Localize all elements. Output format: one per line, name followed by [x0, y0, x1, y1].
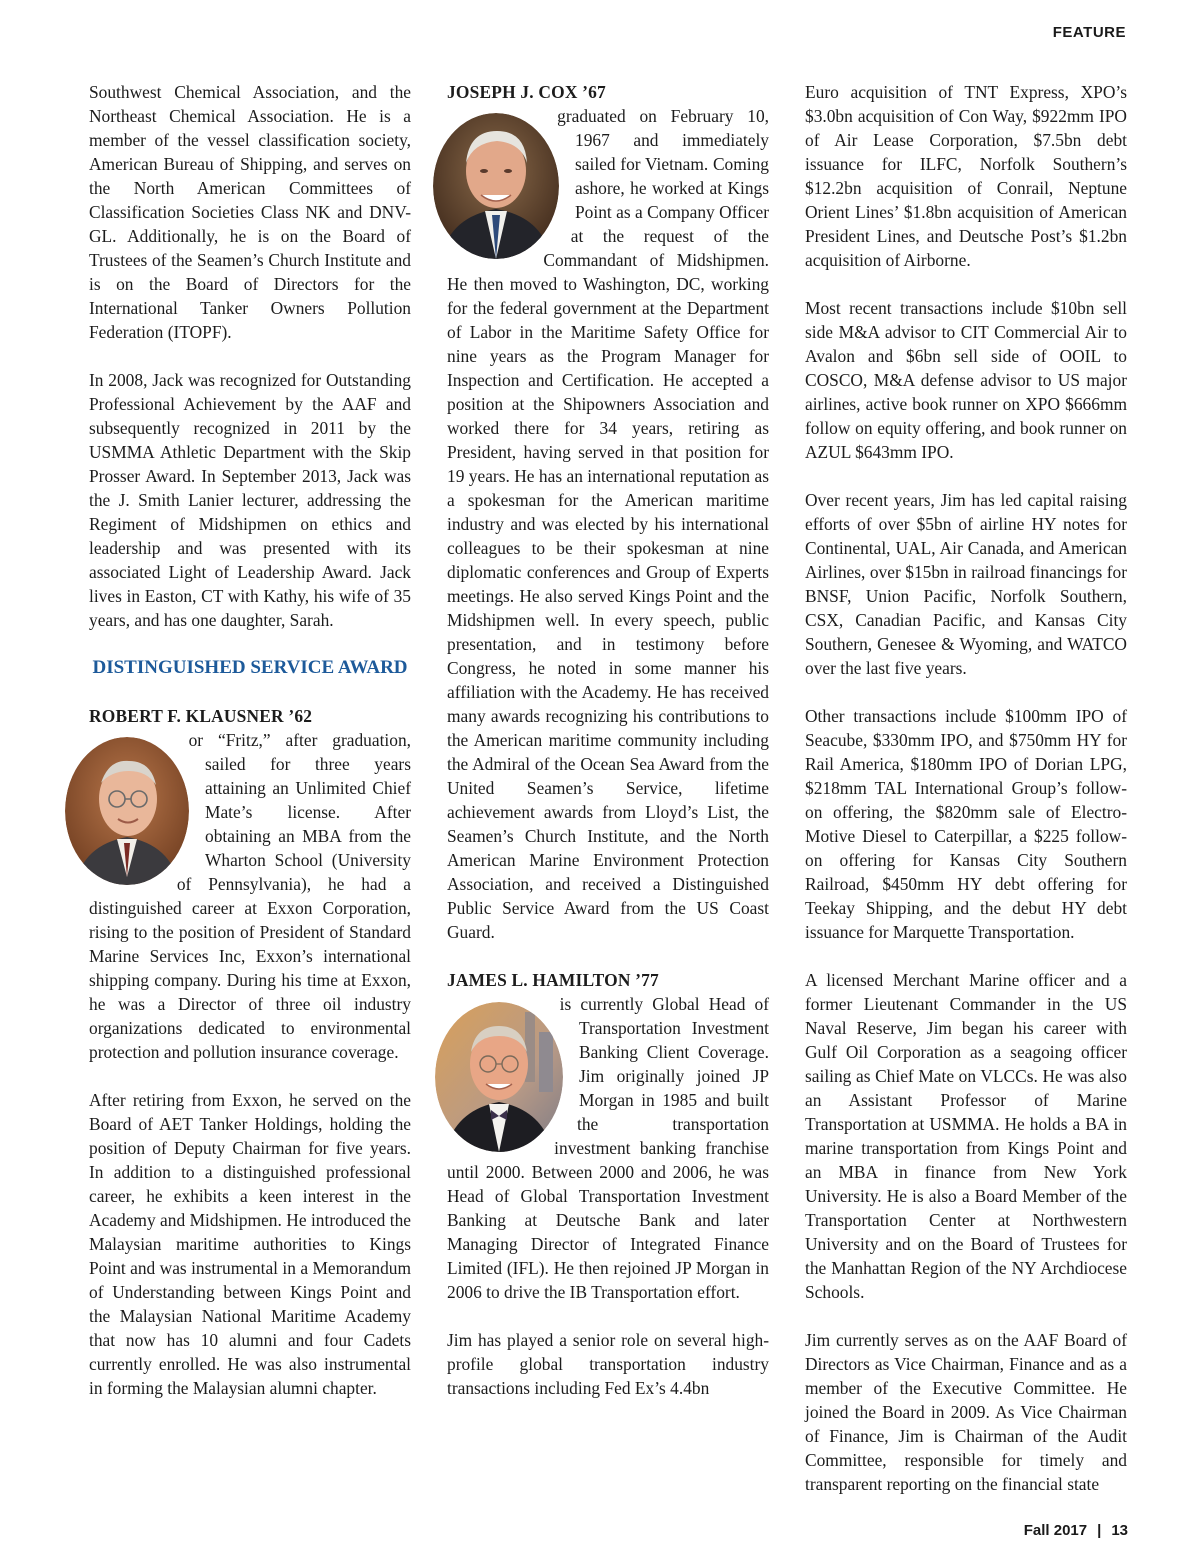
paragraph: Jim currently serves as on the AAF Board of Directors as Vice Chairman, Finance and as a member of the Executive Committee. He joined the Board in 2009. As Vice Chairman of Finance, Jim is Chairman of the Audit Committee, responsible for timely and transparent reporting on the financial state	[805, 1330, 1127, 1494]
klausner-portrait	[65, 737, 189, 885]
paragraph: Other transactions include $100mm IPO of Seacube, $330mm IPO, and $750mm HY for Rail America, $180mm IPO of Dorian LPG, $218mm TAL International Group’s follow-on offering, the $820mm sale of Electro-Motive Diesel to Caterpillar, a $225 follow-on offering for Kansas City Southern Railroad, $450mm HY debt offering for Teekay Shipping, and the debut HY debt issuance for Marquette Transportation.	[805, 706, 1127, 942]
honoree-bio-hamilton	[447, 992, 769, 1304]
issue-label: Fall 2017	[1023, 1522, 1088, 1539]
page-number: 13	[1111, 1522, 1128, 1539]
honoree-bio-cox	[447, 104, 769, 944]
column-3	[805, 80, 1127, 1496]
bio-text: is currently Global Head of Transportation Investment Banking Client Coverage. Jim originally joined JP Morgan in 1985 and built the transportation investment banking franchise until 2000. Between 2000 and 2006, he was Head of Global Transportation Investment Banking at Deutsche Bank and later Managing Director of Integrated Finance Limited (IFL). He then rejoined JP Morgan in 2006 to drive the IB Transportation effort.	[447, 994, 769, 1302]
page-footer	[1024, 1522, 1128, 1539]
footer-separator: |	[1097, 1522, 1102, 1539]
paragraph: Euro acquisition of TNT Express, XPO’s $3.0bn acquisition of Con Way, $922mm IPO of Air Lease Corporation, $7.5bn debt issuance for ILFC, Norfolk Southern’s $12.2bn acquisition of Conrail, Neptune Orient Lines’ $1.8bn acquisition of American President Lines, and Deutsche Post’s $1.2bn acquisition of Airborne.	[805, 82, 1127, 270]
hamilton-portrait	[435, 1002, 563, 1152]
award-heading: DISTINGUISHED SERVICE AWARD	[92, 657, 408, 678]
honoree-name-cox: JOSEPH J. COX ’67	[447, 82, 606, 102]
section-label: FEATURE	[1052, 24, 1126, 41]
bio-text: graduated on February 10, 1967 and immediately sailed for Vietnam. Coming ashore, he worked at Kings Point as a Company Officer at the request of the Commandant of Midshipmen. He then moved to Washington, DC, working for the federal government at the Department of Labor in the Maritime Safety Office for nine years as the Program Manager for Inspection and Certification. He accepted a position at the Shipowners Association and worked there for 34 years, retiring as President, having served in that position for 19 years. He has an international reputation as a spokesman for the American maritime industry and was elected by his international colleagues to be their spokesman at nine diplomatic conferences and Group of Experts meetings. He also served Kings Point and the Midshipmen well. In every speech, public presentation, and in testimony before Congress, he noted in some manner his affiliation with the Academy. He has received many awards recognizing his contributions to the American maritime community including the Admiral of the Ocean Sea Award from the United Seamen’s Service, lifetime achievement awards from Lloyd’s List, the Seamen’s Church Institute, and the North American Marine Environment Protection Association, and received a Distinguished Public Service Award from the US Coast Guard.	[447, 106, 769, 942]
paragraph: Most recent transactions include $10bn sell side M&A advisor to CIT Commercial Air to Avalon and $6bn sell side of OOIL to COSCO, M&A defense advisor to US major airlines, active book runner on XPO $666mm follow on equity offering, and book runner on AZUL $643mm IPO.	[805, 298, 1127, 462]
paragraph: In 2008, Jack was recognized for Outstanding Professional Achievement by the AAF and subsequently recognized in 2011 by the USMMA Athletic Department with the Skip Prosser Award. In September 2013, Jack was the J. Smith Lanier lecturer, addressing the Regiment of Midshipmen on ethics and leadership and was presented with its associated Light of Leadership Award. Jack lives in Easton, CT with Kathy, his wife of 35 years, and has one daughter, Sarah.	[89, 370, 411, 630]
paragraph: After retiring from Exxon, he served on the Board of AET Tanker Holdings, holding the position of Deputy Chairman for five years. In addition to a distinguished professional career, he exhibits a keen interest in the Academy and Midshipmen. He introduced the Malaysian maritime authorities to Kings Point and was instrumental in a Memorandum of Understanding between Kings Point and the Malaysian National Maritime Academy that now has 10 alumni and four Cadets currently enrolled. He was also instrumental in forming the Malaysian alumni chapter.	[89, 1090, 411, 1398]
paragraph: Southwest Chemical Association, and the Northeast Chemical Association. He is a member of the vessel classification society, American Bureau of Shipping, and serves on the North American Committees of Classification Societies Class NK and DNV-GL. Additionally, he is on the Board of Trustees of the Seamen’s Church Institute and is on the Board of Directors for the International Tanker Owners Pollution Federation (ITOPF).	[89, 82, 411, 342]
honoree-name-hamilton: JAMES L. HAMILTON ’77	[447, 970, 659, 990]
paragraph: Over recent years, Jim has led capital raising efforts of over $5bn of airline HY notes for Continental, UAL, Air Canada, and American Airlines, over $15bn in railroad financings for BNSF, Union Pacific, Norfolk Southern, CSX, Canadian Pacific, and Kansas City Southern, Genesee & Wyoming, and WATCO over the last five years.	[805, 490, 1127, 678]
column-2	[447, 80, 769, 1400]
paragraph: Jim has played a senior role on several high-profile global transportation industry transactions including Fed Ex’s 4.4bn	[447, 1330, 769, 1398]
column-1	[89, 80, 411, 1400]
paragraph: A licensed Merchant Marine officer and a former Lieutenant Commander in the US Naval Reserve, Jim began his career with Gulf Oil Corporation as a seagoing officer sailing as Chief Mate on VLCCs. He was also an Assistant Professor of Marine Transportation at USMMA. He holds a BA in marine transportation from Kings Point and an MBA in finance from New York University. He is also a Board Member of the Transportation Center at Northwestern University and on the Board of Trustees for the Manhattan Region of the NY Archdiocese Schools.	[805, 970, 1127, 1302]
cox-portrait	[433, 113, 559, 259]
bio-text: or “Fritz,” after graduation, sailed for three years attaining an Unlimited Chief Mate’s license. After obtaining an MBA from the Wharton School (University of Pennsylvania), he had a distinguished career at Exxon Corporation, rising to the position of President of Standard Marine Services Inc, Exxon’s international shipping company. During his time at Exxon, he was a Director of three oil industry organizations dedicated to environmental protection and pollution insurance coverage.	[89, 730, 411, 1062]
honoree-name-klausner: ROBERT F. KLAUSNER ’62	[89, 706, 313, 726]
honoree-bio-klausner	[89, 728, 411, 1064]
